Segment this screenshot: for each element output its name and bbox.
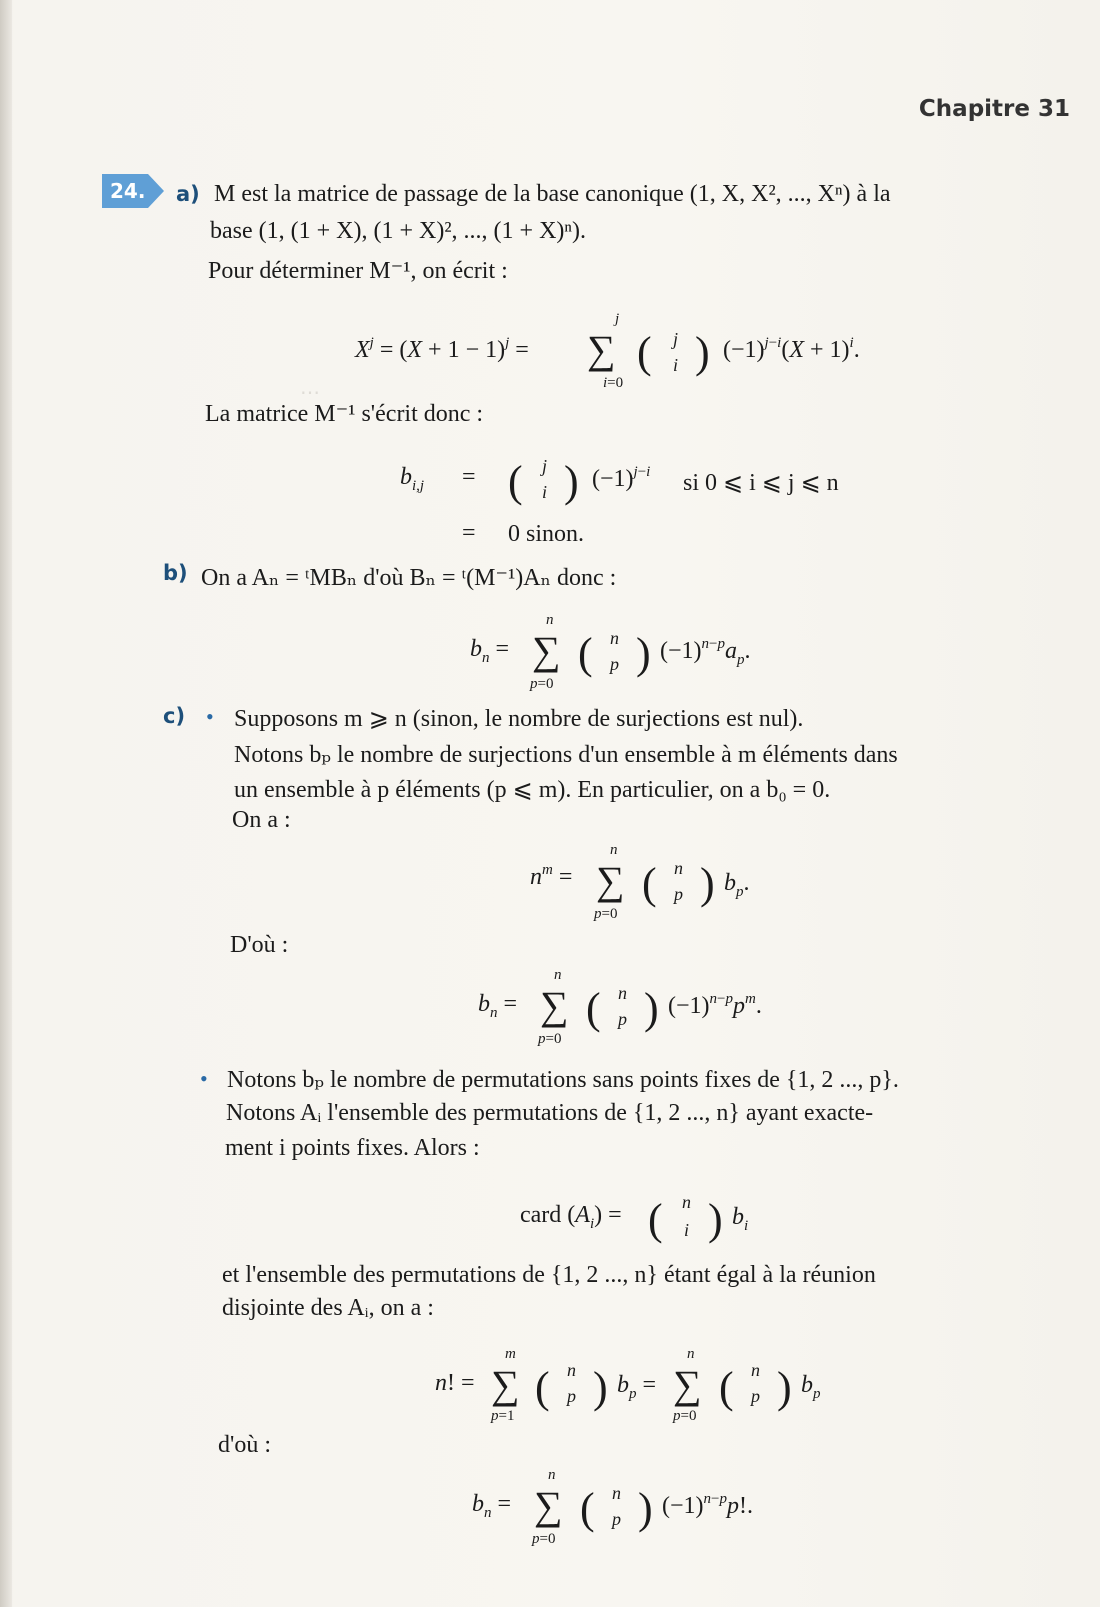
part-a-line-3: Pour déterminer M⁻¹, on écrit : (208, 258, 508, 284)
svg-text:∑: ∑ (532, 628, 561, 673)
part-c-label: c) (163, 704, 186, 728)
svg-text:): ) (777, 1363, 792, 1412)
svg-text:∑: ∑ (596, 858, 625, 903)
formula-n-factorial (435, 1340, 855, 1430)
formula-bn-from-an (470, 610, 830, 695)
formula-xj-binomial (355, 305, 955, 395)
c-bullet1-line-5: D'où : (230, 932, 289, 958)
part-b-line-1: On a Aₙ = ᵗMBₙ d'où Bₙ = ᵗ(M⁻¹)Aₙ donc : (201, 565, 617, 591)
svg-text:(−1)n−pap.: $(-1)^{n-p}a_p$. (660, 636, 751, 668)
svg-text:(: ( (508, 457, 523, 506)
formula-nm-sum (530, 842, 830, 927)
svg-text:=: = (462, 464, 476, 490)
svg-text:(: ( (642, 859, 657, 908)
svg-text:(−1)j−i: $(-1)^{j-i}$ (592, 464, 651, 492)
svg-text:bi,j: $b_{i,j}$ (400, 464, 425, 494)
svg-text:n: n (612, 1483, 621, 1503)
svg-text:n: n (751, 1360, 760, 1380)
exercise-number-badge: 24. (102, 174, 148, 208)
svg-text:(: ( (535, 1363, 550, 1412)
svg-text:): ) (644, 984, 659, 1033)
svg-text:p: p (674, 884, 683, 904)
svg-text:n: n (682, 1192, 691, 1212)
svg-text:card (Ai) =: card $(A_i)$ = (520, 1202, 622, 1232)
svg-text:n: n (548, 1467, 556, 1483)
svg-text:p: p (612, 1509, 621, 1529)
c-bullet2-line-5: disjointe des Aᵢ, on a : (222, 1295, 434, 1321)
svg-text:p: p (618, 1009, 627, 1029)
svg-text:j: j (673, 329, 679, 349)
svg-text:n: n (610, 628, 619, 648)
formula-bn-derangements (472, 1465, 812, 1550)
c-bullet1-line-4: On a : (232, 807, 291, 833)
svg-text:=: = (462, 520, 476, 546)
svg-text:n: n (546, 612, 554, 628)
svg-text:n! =: n! = (435, 1370, 475, 1396)
svg-text:n: n (618, 983, 627, 1003)
c-bullet2-line-4: et l'ensemble des permutations de {1, 2 ..., n} étant égal à la réunion (222, 1262, 876, 1288)
svg-text:Xj = (X + 1 − 1)j =: $X^j = (X + 1 - 1)^j$ = (355, 335, 529, 363)
svg-text:(−1)j−i(X + 1)i.: $(-1)^{j-i}(X + 1)^i$. (723, 335, 860, 363)
svg-text:bn =: $b_n$ = (472, 1491, 512, 1521)
svg-text:(−1)n−pp!.: $(-1)^{n-p}p$!. (662, 1491, 753, 1519)
svg-text:(: ( (648, 1195, 663, 1244)
svg-text:j: j (542, 456, 548, 476)
svg-text:): ) (700, 859, 715, 908)
svg-text:p: p (751, 1386, 760, 1406)
svg-text:n: n (554, 967, 562, 983)
svg-text:∑: ∑ (587, 327, 616, 372)
svg-text:p: p (610, 654, 619, 674)
bleed-through-text: ⋯ (300, 382, 320, 404)
c-bullet2-line-6: d'où : (218, 1432, 271, 1458)
svg-text:i=0: i=0 (603, 375, 624, 391)
svg-text:): ) (636, 629, 651, 678)
svg-text:p=0: p=0 (530, 676, 554, 692)
svg-text:n: n (567, 1360, 576, 1380)
svg-text:): ) (593, 1363, 608, 1412)
svg-text:bp.: $b_p$. (724, 870, 750, 900)
part-b-label: b) (163, 561, 188, 585)
svg-text:p=0: p=0 (594, 906, 618, 922)
bullet-2-marker: • (200, 1066, 208, 1091)
svg-text:i: i (542, 482, 548, 502)
svg-text:n: n (610, 842, 618, 858)
c-bullet2-line-3: ment i points fixes. Alors : (225, 1135, 480, 1161)
svg-text:): ) (564, 457, 579, 506)
svg-text:∑: ∑ (491, 1362, 520, 1407)
c-bullet1-line-1: Supposons m ⩾ n (sinon, le nombre de surjections est nul). (234, 706, 804, 732)
c-bullet1-line-2: Notons bₚ le nombre de surjections d'un ensemble à m éléments dans (234, 742, 898, 768)
svg-text:bn =: $b_n$ = (470, 636, 510, 666)
svg-text:(−1)n−ppm.: $(-1)^{n-p}p^m$. (668, 991, 762, 1019)
svg-text:(: ( (637, 328, 652, 377)
bij-otherwise-text: 0 sinon. (508, 521, 585, 547)
svg-text:bn =: $b_n$ = (478, 991, 518, 1021)
part-a-label: a) (176, 182, 200, 206)
svg-text:p=1: p=1 (491, 1408, 515, 1424)
page-binding-edge (0, 0, 12, 1607)
svg-text:m: m (505, 1346, 516, 1362)
svg-text:p=0: p=0 (532, 1531, 556, 1547)
svg-text:(: ( (578, 629, 593, 678)
svg-text:i: i (684, 1220, 690, 1240)
svg-text:∑: ∑ (673, 1362, 702, 1407)
c-bullet1-line-3: un ensemble à p éléments (p ⩽ m). En particulier, on a b₀ = 0. (234, 777, 831, 803)
chapter-header: Chapitre 31 (918, 96, 1070, 122)
svg-text:bi: $b_i$ (732, 1204, 749, 1234)
svg-text:j: j (615, 311, 620, 327)
c-bullet2-line-2: Notons Aᵢ l'ensemble des permutations de {1, 2 ..., n} ayant exacte- (226, 1100, 874, 1126)
svg-text:bp: $b_p$ (801, 1372, 821, 1402)
formula-bij-definition (400, 440, 880, 560)
bullet-1-marker: • (206, 704, 214, 729)
formula-card-ai (520, 1180, 780, 1260)
c-bullet2-line-1: Notons bₚ le nombre de permutations sans points fixes de {1, 2 ..., p}. (227, 1067, 899, 1093)
svg-text:): ) (708, 1195, 723, 1244)
svg-text:nm =: $n^m$ = (530, 862, 573, 890)
part-a-line-2: base (1, (1 + X), (1 + X)², ..., (1 + X)ⁿ). (210, 218, 586, 244)
svg-text:): ) (695, 328, 710, 377)
svg-text:n: n (687, 1346, 695, 1362)
svg-text:(: ( (586, 984, 601, 1033)
svg-text:p: p (567, 1386, 576, 1406)
svg-text:(: ( (719, 1363, 734, 1412)
part-a-line-4: La matrice M⁻¹ s'écrit donc : (205, 401, 484, 427)
svg-text:): ) (638, 1484, 653, 1533)
part-a-line-1: M est la matrice de passage de la base canonique (1, X, X², ..., Xⁿ) à la (214, 181, 891, 207)
svg-text:(: ( (580, 1484, 595, 1533)
svg-text:∑: ∑ (534, 1483, 563, 1528)
svg-text:p=0: p=0 (673, 1408, 697, 1424)
svg-text:∑: ∑ (540, 983, 569, 1028)
svg-text:n: n (674, 858, 683, 878)
svg-text:p=0: p=0 (538, 1031, 562, 1047)
svg-text:bp =: $b_p$ = (617, 1372, 657, 1402)
formula-bn-surjections (478, 965, 838, 1050)
bij-condition-text: si 0 ⩽ i ⩽ j ⩽ n (683, 470, 839, 496)
svg-text:i: i (673, 355, 679, 375)
